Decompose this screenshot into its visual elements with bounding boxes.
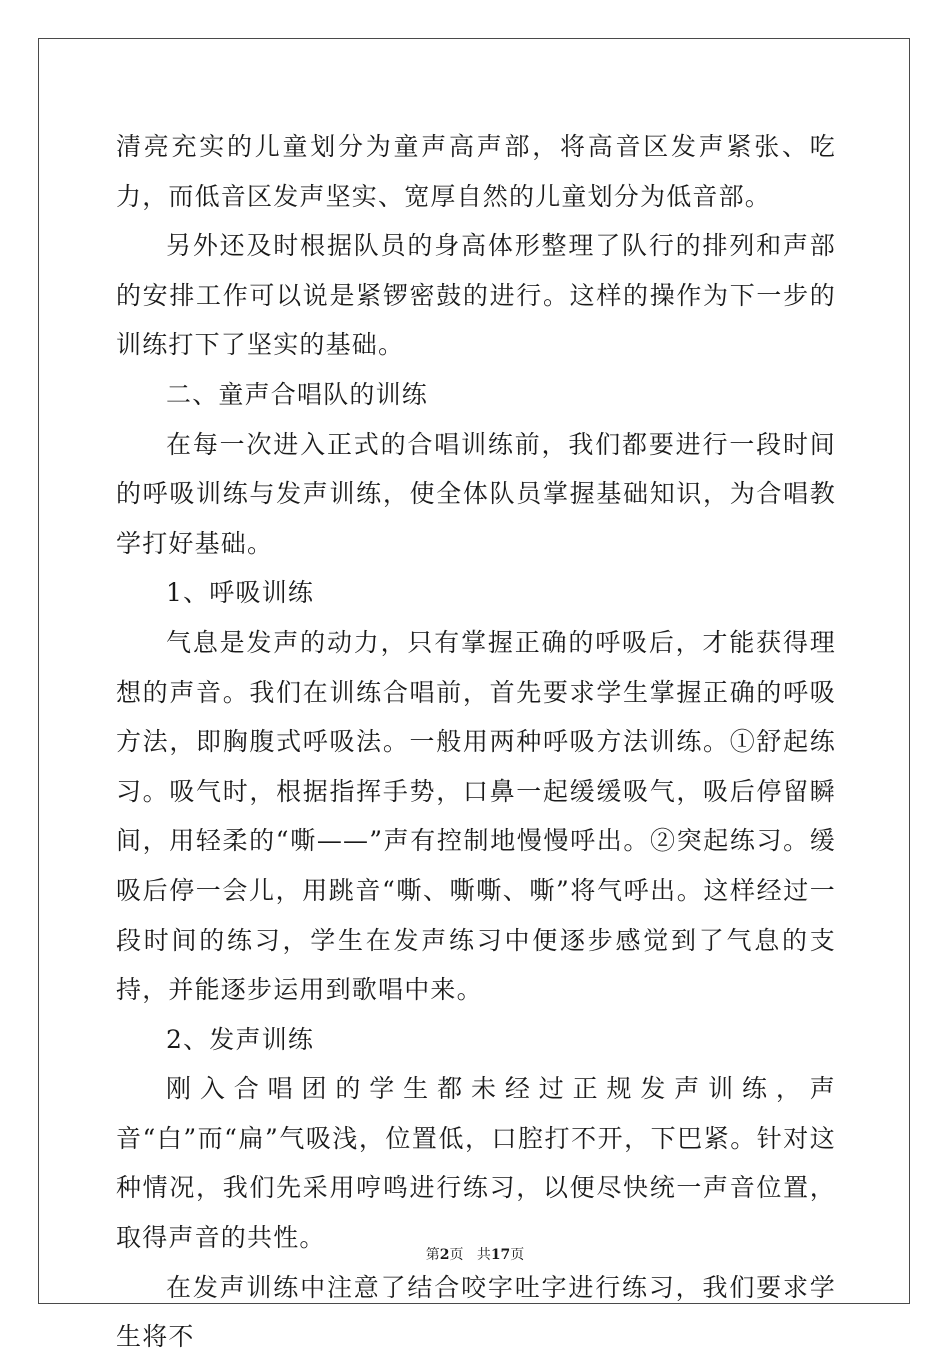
paragraph: 在发声训练中注意了结合咬字吐字进行练习，我们要求学生将不 [116, 1272, 836, 1352]
footer-prefix: 第 [425, 1247, 440, 1263]
paragraph: 气息是发声的动力，只有掌握正确的呼吸后，才能获得理想的声音。我们在训练合唱前，首先要求学生掌握正确的呼吸方法，即胸腹式呼吸法。一般用两种呼吸方法训练。①舒起练习。吸气时，根据指挥手势，口鼻一起缓缓吸气，吸后停留瞬间，用轻柔的“嘶——”声有控制地慢慢呼出。②突起练习。缓吸后停一会儿，用跳音“嘶、嘶嘶、嘶”将气呼出。这样经过一段时间的练习，学生在发声练习中便逐步感觉到了气息的支持，并能逐步运用到歌唱中来。 [116, 627, 836, 1005]
paragraph: 清亮充实的儿童划分为童声高声部，将高音区发声紧张、吃力，而低音区发声坚实、宽厚自然的儿童划分为低音部。 [116, 132, 836, 211]
subsection-heading: 1、呼吸训练 [166, 578, 315, 608]
page-footer [0, 1244, 950, 1264]
paragraph: 在每一次进入正式的合唱训练前，我们都要进行一段时间的呼吸训练与发声训练，使全体队员掌握基础知识，为合唱教学打好基础。 [116, 429, 836, 558]
footer-total-suffix: 页 [510, 1247, 525, 1263]
subsection-heading: 2、发声训练 [166, 1024, 315, 1054]
paragraph: 刚入合唱团的学生都未经过正规发声训练，声音“白”而“扁”气吸浅，位置低，口腔打不开，下巴紧。针对这种情况，我们先采用哼鸣进行练习，以便尽快统一声音位置，取得声音的共性。 [116, 1074, 836, 1253]
paragraph: 另外还及时根据队员的身高体形整理了队行的排列和声部的安排工作可以说是紧锣密鼓的进行。这样的操作为下一步的训练打下了坚实的基础。 [116, 231, 836, 360]
total-pages-number: 17 [490, 1247, 511, 1263]
current-page-number: 2 [439, 1247, 450, 1263]
document-body [116, 122, 836, 1362]
section-heading: 二、童声合唱队的训练 [166, 379, 429, 409]
footer-page-suffix: 页 [449, 1247, 464, 1263]
footer-total-prefix: 共 [476, 1247, 491, 1263]
